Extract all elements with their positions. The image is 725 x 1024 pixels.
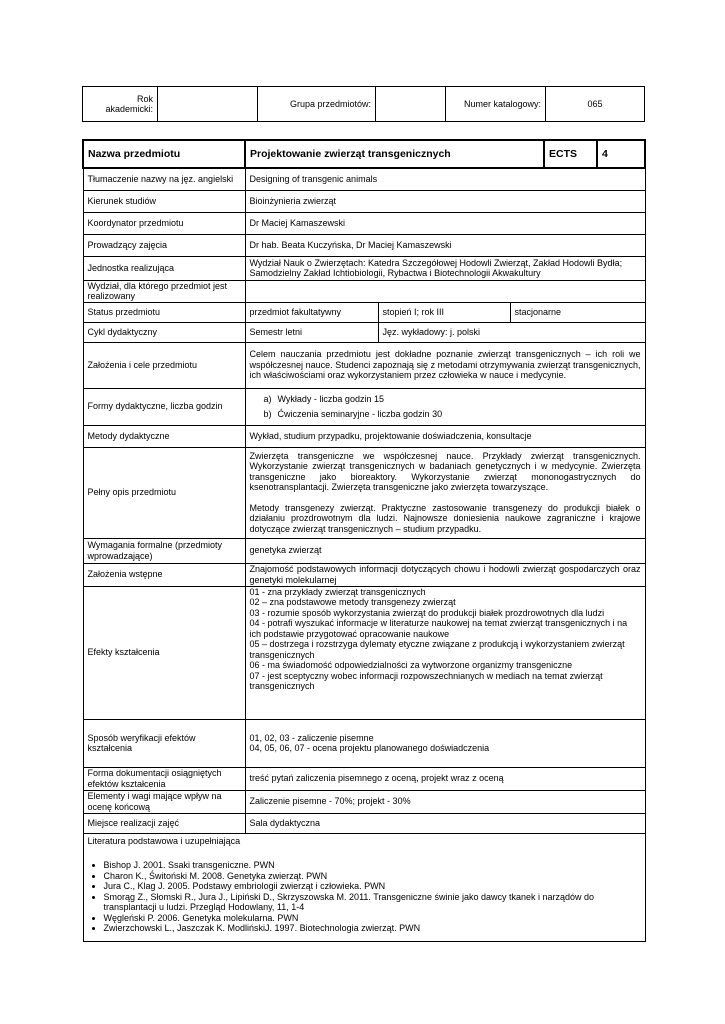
- wagi-label: Elementy i wagi mające wpływ na ocenę końcową: [83, 790, 245, 813]
- opis-paragraph-2: Metody transgenezy zwierząt. Praktyczne zastosowanie transgenezy do produkcji białek o działaniu prozdrowotnym dla ludzi. Najnowsze doniesienia naukowe zagraniczne i krajowe dotyczące zwierząt transgenicznych – studium przypadku.: [249, 502, 641, 534]
- literatura-list: [88, 860, 641, 934]
- header-table: [82, 86, 645, 122]
- literatura-item: • Zwierzchowski L., Jaszczak K. ModlińskiJ. 1997. Biotechnologia zwierząt. PWN: [104, 923, 641, 934]
- cykl-label: Cykl dydaktyczny: [83, 322, 245, 342]
- english-name-label: Tłumaczenie nazwy na jęz. angielski: [83, 168, 245, 190]
- wydzial-label: Wydział, dla którego przedmiot jest realizowany: [83, 280, 245, 302]
- literatura-label: Literatura podstawowa i uzupełniająca: [87, 835, 241, 846]
- jednostka-value: Wydział Nauk o Zwierzętach: Katedra Szczegółowej Hodowli Zwierząt, Zakład Hodowli Bydła; Samodzielny Zakład Ichtiobiologii, Rybactwa i Biotechnologii Akwakultury: [245, 256, 645, 280]
- kierunek-label: Kierunek studiów: [83, 190, 245, 212]
- koordynator-value: Dr Maciej Kamaszewski: [245, 212, 645, 234]
- weryfikacja-value: [245, 719, 645, 767]
- literatura-cell: [83, 833, 645, 941]
- wymagania-value: genetyka zwierząt: [245, 538, 645, 563]
- forma-cwiczenia: b) Ćwiczenia seminaryjne - liczba godzin 30: [263, 408, 443, 419]
- opis-paragraph-1: Zwierzęta transgeniczne we współczesnej nauce. Przykłady zwierząt transgenicznych. Wykorzystanie zwierząt transgenicznych w badaniach genetycznych i w medycynie. Zwierzęta transgeniczne jako bioreaktory. Wykorzystanie zwierząt mononogastrycznych do ksenotransplantacji. Zwierzęta transgeniczne jako zwierzęta towarzyszące.: [249, 450, 641, 493]
- kierunek-value: Bioinżynieria zwierząt: [245, 190, 645, 212]
- formy-value: [245, 388, 645, 425]
- literatura-item: • Węgleński P. 2006. Genetyka molekularna. PWN: [104, 913, 641, 924]
- stopien-value: stopień I; rok III: [378, 302, 510, 322]
- wydzial-value: [245, 280, 645, 302]
- miejsce-value: Sala dydaktyczna: [245, 813, 645, 833]
- efekt-item: 01 - zna przykłady zwierząt transgenicznych: [249, 586, 426, 597]
- literatura-item: • Charon K., Świtoński M. 2008. Genetyka zwierząt. PWN: [104, 871, 641, 882]
- jednostka-label: Jednostka realizująca: [83, 256, 245, 280]
- efekty-label: Efekty kształcenia: [83, 586, 245, 719]
- weryfikacja-line-2: 04, 05, 06, 07 - ocena projektu planowanego doświadczenia: [249, 743, 490, 753]
- status-value: przedmiot fakultatywny: [245, 302, 378, 322]
- wymagania-label: Wymagania formalne (przedmioty wprowadzające): [83, 538, 245, 563]
- zalozenia-wstepne-value: Znajomość podstawowych informacji dotyczących chowu i hodowli zwierząt gospodarczych oraz genetyki molekularnej: [245, 563, 645, 586]
- weryfikacja-line-1: 01, 02, 03 - zaliczenie pisemne: [249, 732, 374, 743]
- literatura-item: • Jura C., Klag J. 2005. Podstawy embriologii zwierząt i człowieka. PWN: [104, 881, 641, 892]
- koordynator-label: Koordynator przedmiotu: [83, 212, 245, 234]
- wagi-value: Zaliczenie pisemne - 70%; projekt - 30%: [245, 790, 645, 813]
- dokumentacja-label: Forma dokumentacji osiągniętych efektów kształcenia: [83, 767, 245, 790]
- literatura-item: • Bishop J. 2001. Ssaki transgeniczne. PWN: [104, 860, 641, 871]
- zalozenia-label: Założenia i cele przedmiotu: [83, 342, 245, 388]
- weryfikacja-label: Sposób weryfikacji efektów kształcenia: [83, 719, 245, 767]
- literatura-item: • Smorąg Z., Słomski R., Jura J., Lipiński D., Skrzyszowska M. 2011. Transgeniczne świnie jako dawcy tkanek i narządów do transplantacji u ludzi. Przegląd Hodowlany, 11, 1-4: [104, 892, 641, 913]
- efekt-item: 05 – dostrzega i rozstrzyga dylematy etyczne związane z produkcją i wykorzystaniem zwierząt transgenicznych: [249, 639, 625, 660]
- tryb-value: stacjonarne: [510, 302, 645, 322]
- zalozenia-wstepne-label: Założenia wstępne: [83, 563, 245, 586]
- prowadzacy-value: Dr hab. Beata Kuczyńska, Dr Maciej Kamaszewski: [245, 234, 645, 256]
- numer-katalogowy-value: 065: [546, 87, 645, 122]
- metody-label: Metody dydaktyczne: [83, 425, 245, 447]
- efekty-value: [245, 586, 645, 719]
- efekt-item: 04 - potrafi wyszukać informacje w literaturze naukowej na temat zwierząt transgenicznych i na ich podstawie przygotować opracowanie naukowe: [249, 618, 628, 639]
- zalozenia-value: Celem nauczania przedmiotu jest dokładne poznanie zwierząt transgenicznych – ich roli we współczesnej nauce. Studenci zapoznają się z metodami otrzymywania zwierząt transgenicznych, ich właściwościami oraz wykorzystaniem przez człowieka w nauce i medycynie.: [245, 342, 645, 388]
- metody-value: Wykład, studium przypadku, projektowanie doświadczenia, konsultacje: [245, 425, 645, 447]
- grupa-przedmiotow-value: [376, 87, 446, 122]
- efekt-item: 07 - jest sceptyczny wobec informacji rozpowszechnianych w mediach na temat zwierząt transgenicznych: [249, 670, 603, 691]
- status-label: Status przedmiotu: [83, 302, 245, 322]
- course-name-value: Projektowanie zwierząt transgenicznych: [245, 140, 544, 168]
- miejsce-label: Miejsce realizacji zajęć: [83, 813, 245, 833]
- course-name-label: Nazwa przedmiotu: [83, 140, 245, 168]
- forma-wyklady: a) Wykłady - liczba godzin 15: [263, 394, 384, 404]
- efekt-item: 06 - ma świadomość odpowiedzialności za wytworzone organizmy transgeniczne: [249, 660, 573, 670]
- rok-akademicki-value: [158, 87, 258, 122]
- ects-value: 4: [597, 140, 645, 168]
- ects-label: ECTS: [544, 140, 597, 168]
- efekt-item: 03 - rozumie sposób wykorzystania zwierząt do produkcji białek prozdrowotnych dla ludzi: [249, 607, 605, 618]
- prowadzacy-label: Prowadzący zajęcia: [83, 234, 245, 256]
- dokumentacja-value: treść pytań zaliczenia pisemnego z oceną, projekt wraz z oceną: [245, 767, 645, 790]
- rok-akademicki-label: Rok akademicki:: [83, 87, 158, 122]
- efekt-item: 02 – zna podstawowe metody transgenezy zwierząt: [249, 597, 456, 607]
- numer-katalogowy-label: Numer katalogowy:: [446, 87, 546, 122]
- grupa-przedmiotow-label: Grupa przedmiotów:: [258, 87, 376, 122]
- cykl-value: Semestr letni: [245, 322, 378, 342]
- opis-label: Pełny opis przedmiotu: [83, 447, 245, 538]
- jezyk-value: Jęz. wykładowy: j. polski: [378, 322, 645, 342]
- opis-value: [245, 447, 645, 538]
- formy-label: Formy dydaktyczne, liczba godzin: [83, 388, 245, 425]
- english-name-value: Designing of transgenic animals: [245, 168, 645, 190]
- course-table: [82, 139, 646, 942]
